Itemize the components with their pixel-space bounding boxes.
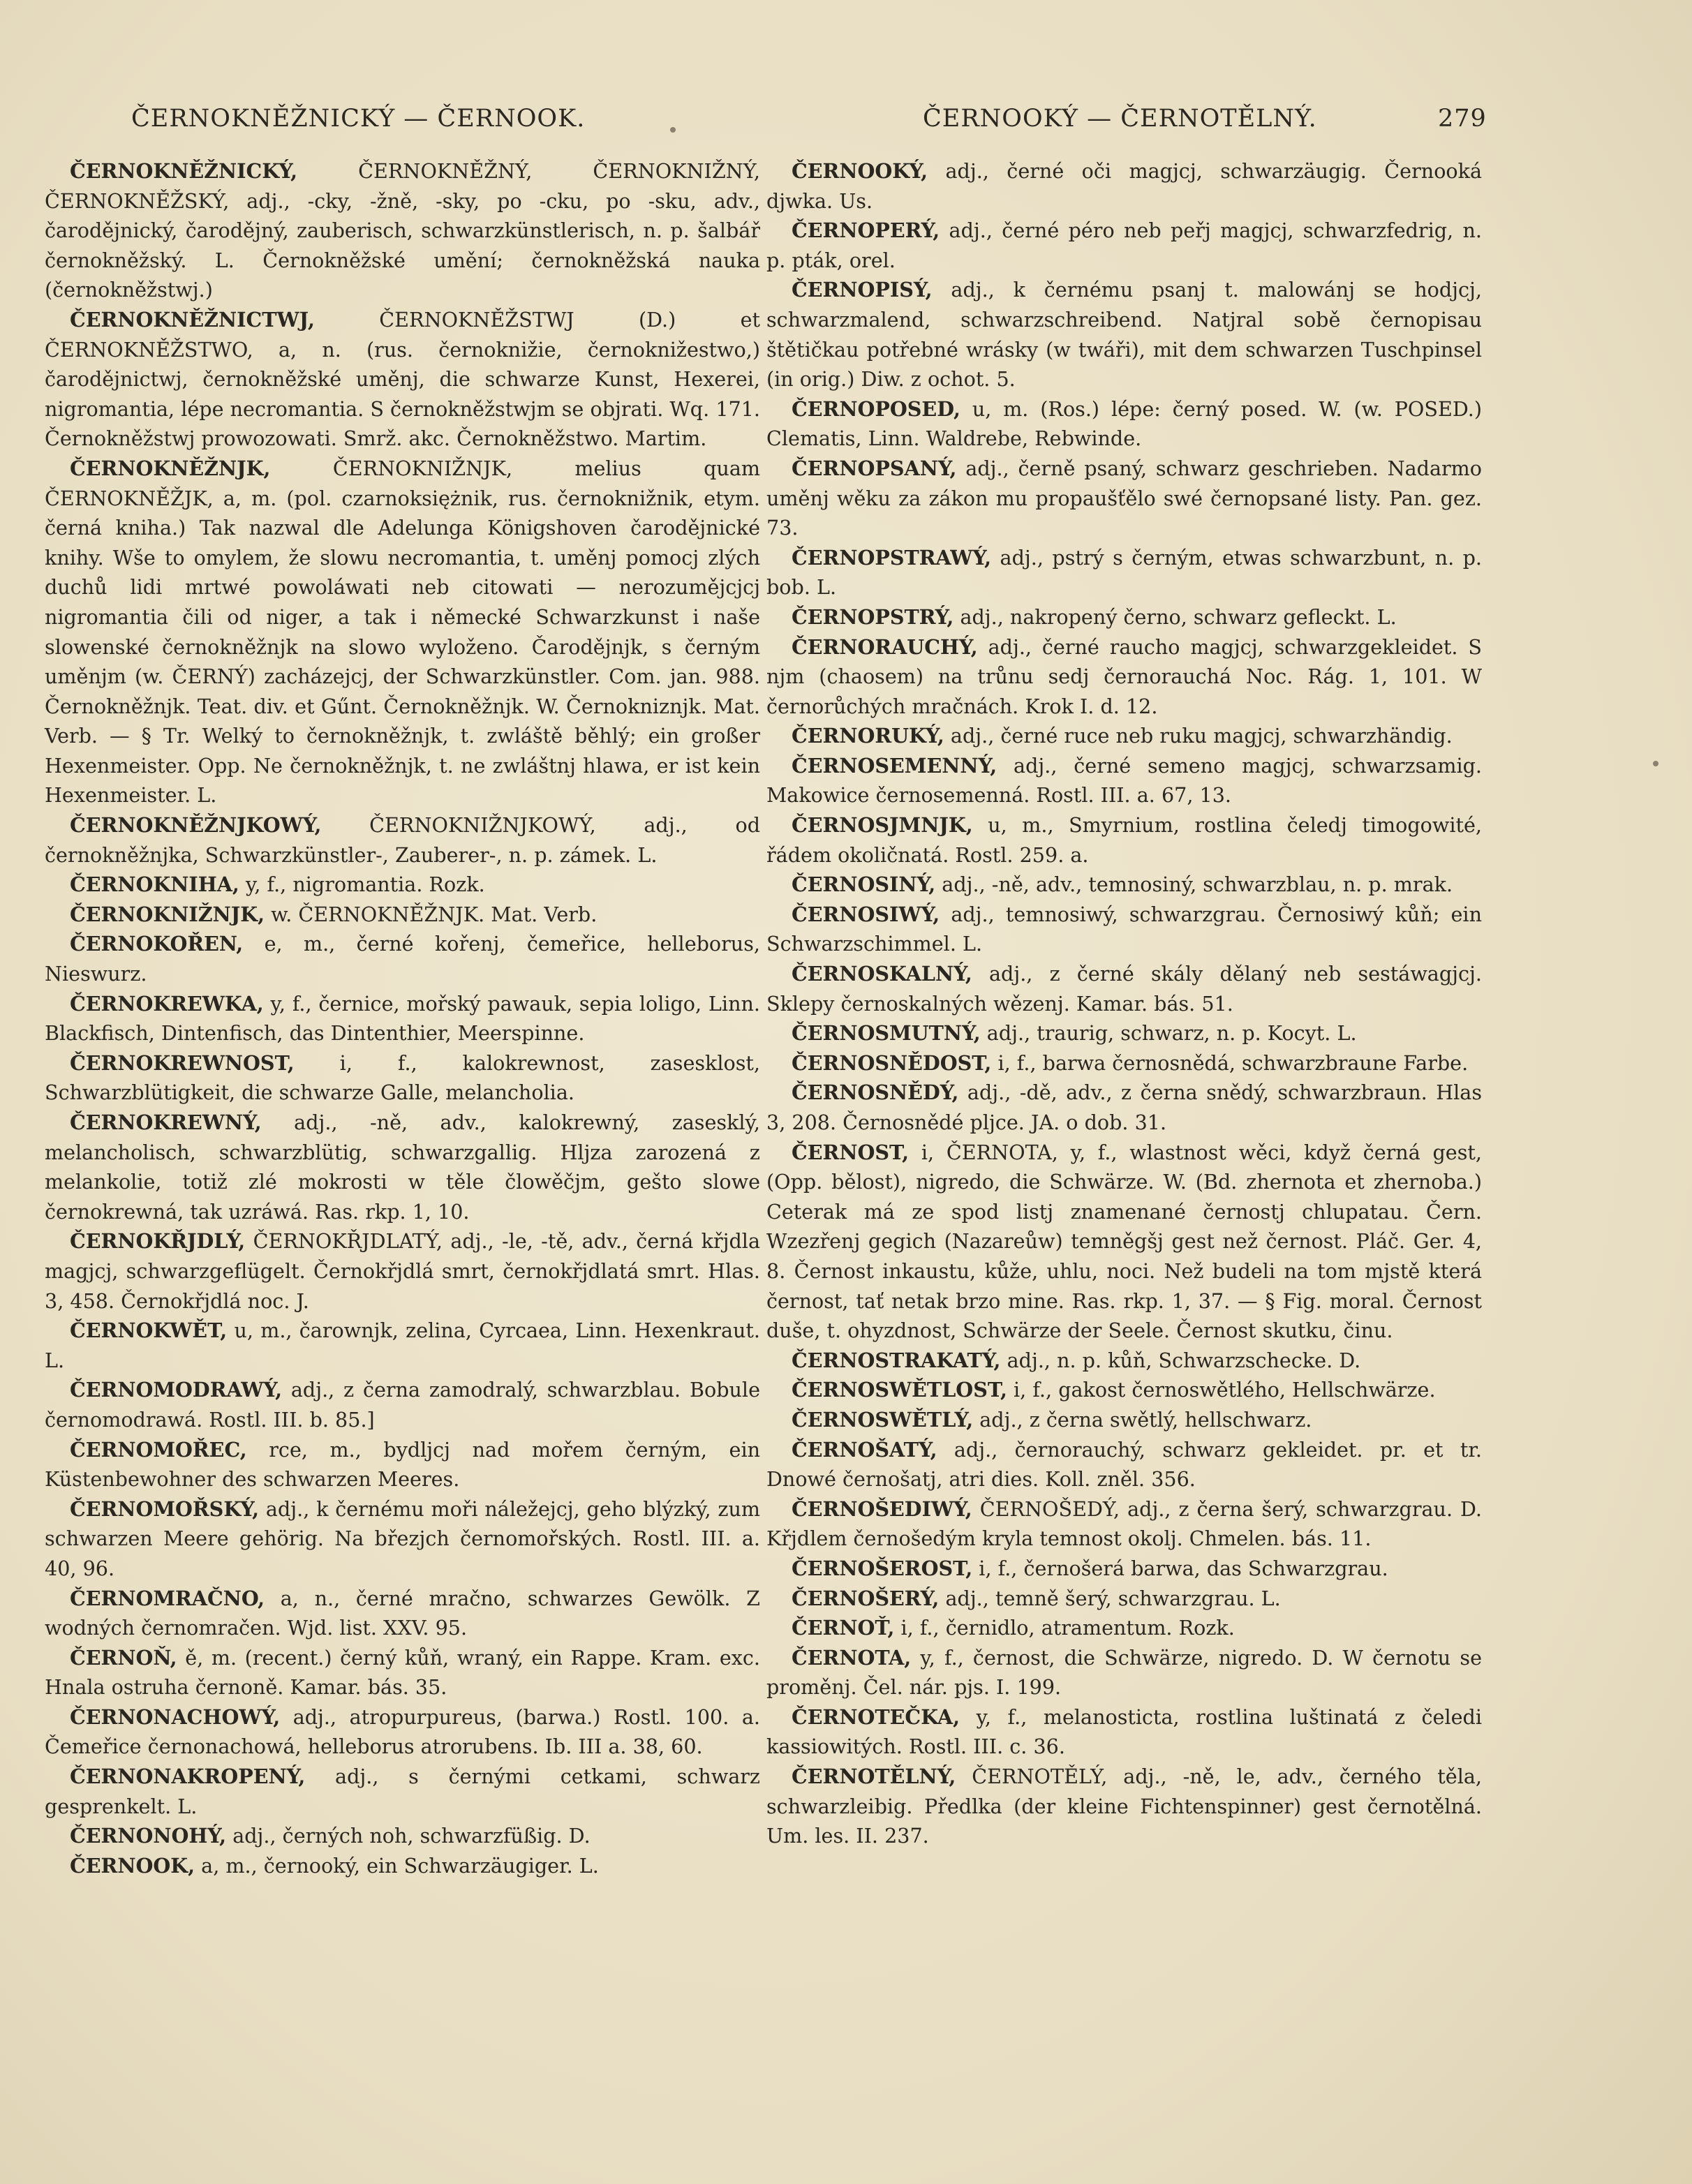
entry-definition: w. ČERNOKNĚŽNJK. Mat. Verb.: [265, 902, 598, 926]
dictionary-entry: [45, 1316, 760, 1375]
dictionary-entry: [45, 1226, 760, 1316]
entry-headword: ČERNOPERÝ,: [792, 218, 940, 243]
entry-definition: adj., z černa swětlý, hellschwarz.: [973, 1407, 1312, 1432]
dictionary-entry: [45, 1494, 760, 1584]
entry-definition: ČERNOŠEDÝ, adj., z černa šerý, schwarzgrau. D. Křjdlem černošedým kryla temnost okolj. Chmelen. bás. 11.: [766, 1496, 1482, 1551]
entry-headword: ČERNOTA,: [792, 1645, 912, 1670]
entry-headword: ČERNOSNĚDOST,: [792, 1050, 992, 1075]
dictionary-entry: [766, 959, 1482, 1018]
dictionary-entry: [766, 870, 1482, 900]
entry-definition: y, f., černice, mořský pawauk, sepia loligo, Linn. Blackfisch, Dintenfisch, das Dintenthier, Meerspinne.: [45, 991, 760, 1046]
dictionary-entry: [45, 1048, 760, 1108]
entry-headword: ČERNOSTRAKATÝ,: [792, 1348, 1001, 1372]
entry-headword: ČERNOKNĚŽNJK,: [70, 456, 271, 480]
entry-headword: ČERNOMODRAWÝ,: [70, 1378, 283, 1402]
entry-definition: ČERNOKNIŽNJK, melius quam ČERNOKNĚŽJK, a, m. (pol. czarnoksiężnik, rus. černoknižnik, etym. černá kniha.) Tak nazwal dle Adelunga Königshoven čarodějnické knihy. Wše to omylem, že slowu necromantia, t. uměnj pomocj zlých duchů lidi mrtwé powoláwati neb citowati — nerozumějcjcj nigromantia čili od niger, a tak i německé Schwarzkunst i naše slowenské černokněžnjk na slowo wyloženo. Čarodějnjk, s černým uměnjm (w. ČERNÝ) zacházejcj, der Schwarzkünstler. Com. jan. 988. Černokněžnjk. Teat. div. et Gűnt. Černokněžnjk. W. Černokniznjk. Mat. Verb. — § Tr. Welký to černokněžnjk, t. zwláště běhlý; ein großer Hexenmeister. Opp. Ne černokněžnjk, t. ne zwláštnj hlawa, er ist kein Hexenmeister. L.: [45, 456, 760, 808]
entry-headword: ČERNOTEČKA,: [792, 1704, 960, 1729]
dictionary-entry: [766, 900, 1482, 959]
header-left: ČERNOKNĚŽNICKÝ — ČERNOOK.: [131, 105, 586, 133]
entry-headword: ČERNOSNĚDÝ,: [792, 1080, 959, 1105]
entry-definition: adj., černé semeno magjcj, schwarzsamig. Makowice černosemenná. Rostl. III. a. 67, 13.: [766, 753, 1482, 808]
dictionary-entry: [45, 1821, 760, 1851]
entry-headword: ČERNOSMUTNÝ,: [792, 1021, 981, 1046]
entry-definition: adj., traurig, schwarz, n. p. Kocyt. L.: [980, 1021, 1357, 1046]
entry-definition: i, f., gakost černoswětlého, Hellschwärze.: [1007, 1378, 1436, 1402]
entry-headword: ČERNOPSANÝ,: [792, 456, 957, 480]
entry-definition: ČERNOKŘJDLATÝ, adj., -le, -tě, adv., černá křjdla magjcj, schwarzgeflügelt. Černokřjdlá smrt, černokřjdlatá smrt. Hlas. 3, 458. Černokřjdlá noc. J.: [45, 1229, 760, 1313]
entry-definition: ČERNOTĚLÝ, adj., -ně, le, adv., černého těla, schwarzleibig. Předlka (der kleine Fichtenspinner) gest černotělná. Um. les. II. 237.: [766, 1765, 1482, 1848]
dictionary-entry: [45, 870, 760, 900]
entry-headword: ČERNOŠATÝ,: [792, 1437, 937, 1462]
entry-definition: e, m., černé kořenj, čemeřice, helleborus, Nieswurz.: [45, 932, 760, 986]
dictionary-entry: [766, 1584, 1482, 1614]
entry-headword: ČERNOTĚLNÝ,: [792, 1765, 956, 1789]
entry-definition: u, m. (Ros.) lépe: černý posed. W. (w. POSED.) Clematis, Linn. Waldrebe, Rebwinde.: [766, 396, 1482, 451]
entry-definition: adj., -dě, adv., z černa snědý, schwarzbraun. Hlas 3, 208. Černosnědé pljce. JA. o dob. 31.: [766, 1080, 1482, 1134]
entry-headword: ČERNOPSTRÝ,: [792, 604, 954, 629]
entry-headword: ČERNOKNĚŽNICTWJ,: [70, 307, 315, 332]
dictionary-entry: [45, 1108, 760, 1226]
entry-definition: ČERNOKNIŽNJKOWÝ, adj., od černokněžnjka, Schwarzkünstler-, Zauberer-, n. p. zámek. L.: [45, 813, 760, 867]
entry-headword: ČERNOSWĚTLÝ,: [792, 1407, 974, 1432]
entry-definition: ě, m. (recent.) černý kůň, wraný, ein Rappe. Kram. exc. Hnala ostruha černoně. Kamar. bás. 35.: [45, 1645, 760, 1700]
entry-headword: ČERNOKREWNOST,: [70, 1050, 295, 1075]
entry-definition: i, f., černidlo, atramentum. Rozk.: [894, 1616, 1235, 1640]
entry-definition: adj., z černé skály dělaný neb sestáwagjcj. Sklepy černoskalných wězenj. Kamar. bás. 51.: [766, 962, 1482, 1016]
dictionary-entry: [766, 632, 1482, 722]
entry-definition: adj., k černému psanj t. malowánj se hodjcj, schwarzmalend, schwarzschreibend. Natjral sobě černopisau štětičkau potřebné wrásky (w twáři), mit dem schwarzen Tuschpinsel (in orig.) Diw. z ochot. 5.: [766, 278, 1482, 392]
dictionary-entry: [45, 1643, 760, 1702]
dictionary-entry: [766, 1375, 1482, 1405]
dictionary-entry: [766, 216, 1482, 275]
dictionary-entry: [766, 810, 1482, 870]
entry-headword: ČERNOKNIHA,: [70, 872, 239, 897]
entry-definition: y, f., černost, die Schwärze, nigredo. D. W černotu se proměnj. Čel. nár. pjs. I. 199.: [766, 1645, 1482, 1700]
entry-definition: adj., černé oči magjcj, schwarzäugig. Černooká djwka. Us.: [766, 159, 1482, 213]
entry-definition: ČERNOKNĚŽSTWJ (D.) et ČERNOKNĚŽSTWO, a, n. (rus. černoknižie, černoknižestwo,) čarodějnictwj, černokněžské uměnj, die schwarze Kunst, Hexerei, nigromantia, lépe necromantia. S černokněžstwjm se objrati. Wq. 171. Černokněžstwj prowozowati. Smrž. akc. Černokněžstwo. Martim.: [45, 307, 760, 451]
entry-definition: adj., černě psaný, schwarz geschrieben. Nadarmo uměnj wěku za zákon mu propaušťělo swé černopsané listy. Pan. gez. 73.: [766, 456, 1482, 540]
dictionary-entry: [766, 1435, 1482, 1494]
entry-definition: ČERNOKNĚŽNÝ, ČERNOKNIŽNÝ, ČERNOKNĚŽSKÝ, adj., -cky, -žně, -sky, po -cku, po -sku, adv., čarodějnický, čarodějný, zauberisch, schwarzkünstlerisch, n. p. šalbář černokněžský. L. Černokněžské umění; černokněžská nauka (černokněžstwj.): [45, 159, 760, 302]
left-column: [45, 156, 760, 1880]
entry-headword: ČERNOPSTRAWÝ,: [792, 545, 992, 570]
entry-definition: i, f., černošerá barwa, das Schwarzgrau.: [972, 1556, 1388, 1580]
entry-headword: ČERNOKREWKA,: [70, 991, 264, 1016]
dictionary-entry: [45, 900, 760, 930]
dictionary-entry: [766, 1078, 1482, 1137]
dictionary-entry: [45, 1435, 760, 1494]
entry-headword: ČERNOSINÝ,: [792, 872, 936, 897]
entry-headword: ČERNORUKÝ,: [792, 724, 944, 748]
entry-headword: ČERNOPISÝ,: [792, 278, 933, 302]
entry-headword: ČERNOŠEROST,: [792, 1556, 973, 1580]
entry-headword: ČERNONAKROPENÝ,: [70, 1765, 306, 1789]
running-header: [49, 105, 1494, 147]
dictionary-entry: [766, 751, 1482, 810]
entry-definition: adj., k černému moři náležejcj, geho blýzký, zum schwarzen Meere gehörig. Na březjch černomořských. Rostl. III. a. 40, 96.: [45, 1496, 760, 1580]
entry-headword: ČERNOKNĚŽNJKOWÝ,: [70, 813, 322, 838]
dictionary-entry: [766, 156, 1482, 216]
dictionary-entry: [766, 1702, 1482, 1762]
entry-definition: adj., z černa zamodralý, schwarzblau. Bobule černomodrawá. Rostl. III. b. 85.]: [45, 1378, 760, 1432]
dictionary-entry: [45, 156, 760, 305]
entry-headword: ČERNOKOŘEN,: [70, 932, 244, 956]
entry-definition: rce, m., bydljcj nad mořem černým, ein Küstenbewohner des schwarzen Meeres.: [45, 1437, 760, 1492]
entry-headword: ČERNOSJMNJK,: [792, 813, 973, 838]
paper-speck: [670, 127, 676, 133]
dictionary-entry: [766, 1048, 1482, 1078]
dictionary-entry: [45, 454, 760, 810]
entry-headword: ČERNOSEMENNÝ,: [792, 753, 997, 778]
dictionary-entry: [766, 543, 1482, 602]
dictionary-entry: [766, 1762, 1482, 1851]
paper-speck: [1653, 761, 1658, 766]
dictionary-entry: [766, 1554, 1482, 1584]
dictionary-entry: [45, 1702, 760, 1762]
page-number: 279: [1438, 105, 1487, 133]
dictionary-entry: [766, 1613, 1482, 1643]
entry-definition: adj., černé péro neb peřj magjcj, schwarzfedrig, n. p. pták, orel.: [766, 218, 1482, 272]
dictionary-entry: [766, 1346, 1482, 1376]
dictionary-entry: [766, 602, 1482, 632]
entry-definition: a, n., černé mračno, schwarzes Gewölk. Z wodných černomračen. Wjd. list. XXV. 95.: [45, 1586, 760, 1640]
entry-definition: adj., temně šerý, schwarzgrau. L.: [939, 1586, 1281, 1610]
entry-headword: ČERNOKŘJDLÝ,: [70, 1229, 246, 1254]
entry-definition: adj., černorauchý, schwarz gekleidet. pr. et tr. Dnowé černošatj, atri dies. Koll. zněl. 356.: [766, 1437, 1482, 1492]
entry-definition: i, ČERNOTA, y, f., wlastnost wěci, když černá gest, (Opp. bělost), nigredo, die Schwärze. W. (Bd. zhernota et zhernoba.) Ceterak má ze spod listj znamenané černostj chlupatau. Čern. Wzezřenj gegich (Nazareůw) temněgšj gest než černost. Pláč. Ger. 4, 8. Černost inkaustu, kůže, uhlu, noci. Než budeli na tom mjstě která černost, tať netak brzo mine. Ras. rkp. 1, 37. — § Fig. moral. Černost duše, t. ohyzdnost, Schwärze der Seele. Černost skutku, činu.: [766, 1140, 1482, 1343]
entry-headword: ČERNOMOŘSKÝ,: [70, 1496, 260, 1521]
entry-definition: adj., atropurpureus, (barwa.) Rostl. 100. a. Čemeřice černonachowá, helleborus atrorubens. Ib. III a. 38, 60.: [45, 1704, 760, 1759]
entry-definition: i, f., barwa černosnědá, schwarzbraune Farbe.: [991, 1050, 1469, 1075]
entry-definition: y, f., nigromantia. Rozk.: [239, 872, 485, 897]
entry-headword: ČERNOPOSED,: [792, 396, 960, 421]
entry-definition: u, m., čarownjk, zelina, Cyrcaea, Linn. Hexenkraut. L.: [45, 1318, 760, 1372]
entry-definition: adj., -ně, adv., temnosiný, schwarzblau, n. p. mrak.: [935, 872, 1453, 897]
dictionary-entry: [766, 1494, 1482, 1554]
dictionary-entry: [766, 275, 1482, 394]
dictionary-entry: [45, 929, 760, 988]
entry-definition: adj., n. p. kůň, Schwarzschecke. D.: [1000, 1348, 1361, 1372]
right-column: [766, 156, 1482, 1851]
dictionary-entry: [45, 810, 760, 870]
entry-headword: ČERNOŠERÝ,: [792, 1586, 940, 1610]
dictionary-entry: [45, 989, 760, 1048]
entry-definition: i, f., kalokrewnost, zasesklost, Schwarzblütigkeit, die schwarze Galle, melancholia.: [45, 1050, 760, 1105]
entry-definition: y, f., melanosticta, rostlina luštinatá z čeledi kassiowitých. Rostl. III. c. 36.: [766, 1704, 1482, 1759]
dictionary-entry: [45, 305, 760, 454]
dictionary-entry: [45, 1762, 760, 1821]
entry-definition: adj., černých noh, schwarzfüßig. D.: [226, 1824, 591, 1848]
entry-headword: ČERNOOKÝ,: [792, 159, 928, 183]
dictionary-entry: [45, 1375, 760, 1434]
dictionary-entry: [766, 394, 1482, 454]
dictionary-entry: [45, 1584, 760, 1643]
entry-definition: adj., -ně, adv., kalokrewný, zasesklý, melancholisch, schwarzblütig, schwarzgallig. Hljza zarozená z melankolie, totiž zlé mokrosti w těle člowěčjm, gešto slowe černokrewná, tak uzráwá. Ras. rkp. 1, 10.: [45, 1110, 760, 1224]
entry-definition: adj., temnosiwý, schwarzgrau. Černosiwý kůň; ein Schwarzschimmel. L.: [766, 902, 1482, 956]
entry-headword: ČERNOSWĚTLOST,: [792, 1378, 1007, 1402]
dictionary-entry: [766, 1018, 1482, 1048]
entry-headword: ČERNOMOŘEC,: [70, 1437, 247, 1462]
dictionary-entry: [766, 1405, 1482, 1435]
entry-definition: u, m., Smyrnium, rostlina čeledj timogowité, řádem okoličnatá. Rostl. 259. a.: [766, 813, 1482, 867]
entry-definition: adj., černé raucho magjcj, schwarzgekleidet. S njm (chaosem) na trůnu sedj černorauchá Noc. Rág. 1, 101. W černorůchých mračnách. Krok I. d. 12.: [766, 634, 1482, 718]
entry-headword: ČERNOŇ,: [70, 1645, 177, 1670]
entry-headword: ČERNORAUCHÝ,: [792, 634, 978, 659]
entry-definition: adj., s černými cetkami, schwarz gesprenkelt. L.: [45, 1765, 760, 1818]
dictionary-entry: [45, 1851, 760, 1881]
header-right: ČERNOOKÝ — ČERNOTĚLNÝ.: [923, 105, 1317, 133]
entry-headword: ČERNOSIWÝ,: [792, 902, 940, 926]
entry-headword: ČERNOŠEDIWÝ,: [792, 1496, 972, 1521]
entry-definition: a, m., černooký, ein Schwarzäugiger. L.: [195, 1853, 599, 1878]
dictionary-entry: [766, 1138, 1482, 1346]
entry-definition: adj., nakropený černo, schwarz gefleckt. L.: [953, 604, 1397, 629]
entry-headword: ČERNOKNIŽNJK,: [70, 902, 265, 926]
entry-definition: adj., černé ruce neb ruku magjcj, schwarzhändig.: [944, 724, 1453, 748]
entry-headword: ČERNONOHÝ,: [70, 1824, 227, 1848]
dictionary-entry: [766, 1643, 1482, 1702]
entry-headword: ČERNOST,: [792, 1140, 910, 1164]
entry-headword: ČERNOKREWNÝ,: [70, 1110, 262, 1134]
entry-headword: ČERNOOK,: [70, 1853, 195, 1878]
entry-headword: ČERNOKWĚT,: [70, 1318, 228, 1343]
dictionary-entry: [766, 721, 1482, 751]
entry-definition: adj., pstrý s černým, etwas schwarzbunt, n. p. bob. L.: [766, 545, 1482, 600]
entry-headword: ČERNOMRAČNO,: [70, 1586, 265, 1610]
entry-headword: ČERNOSKALNÝ,: [792, 962, 972, 986]
entry-headword: ČERNOKNĚŽNICKÝ,: [70, 159, 298, 183]
entry-headword: ČERNONACHOWÝ,: [70, 1704, 281, 1729]
entry-headword: ČERNOŤ,: [792, 1616, 895, 1640]
dictionary-entry: [766, 454, 1482, 543]
